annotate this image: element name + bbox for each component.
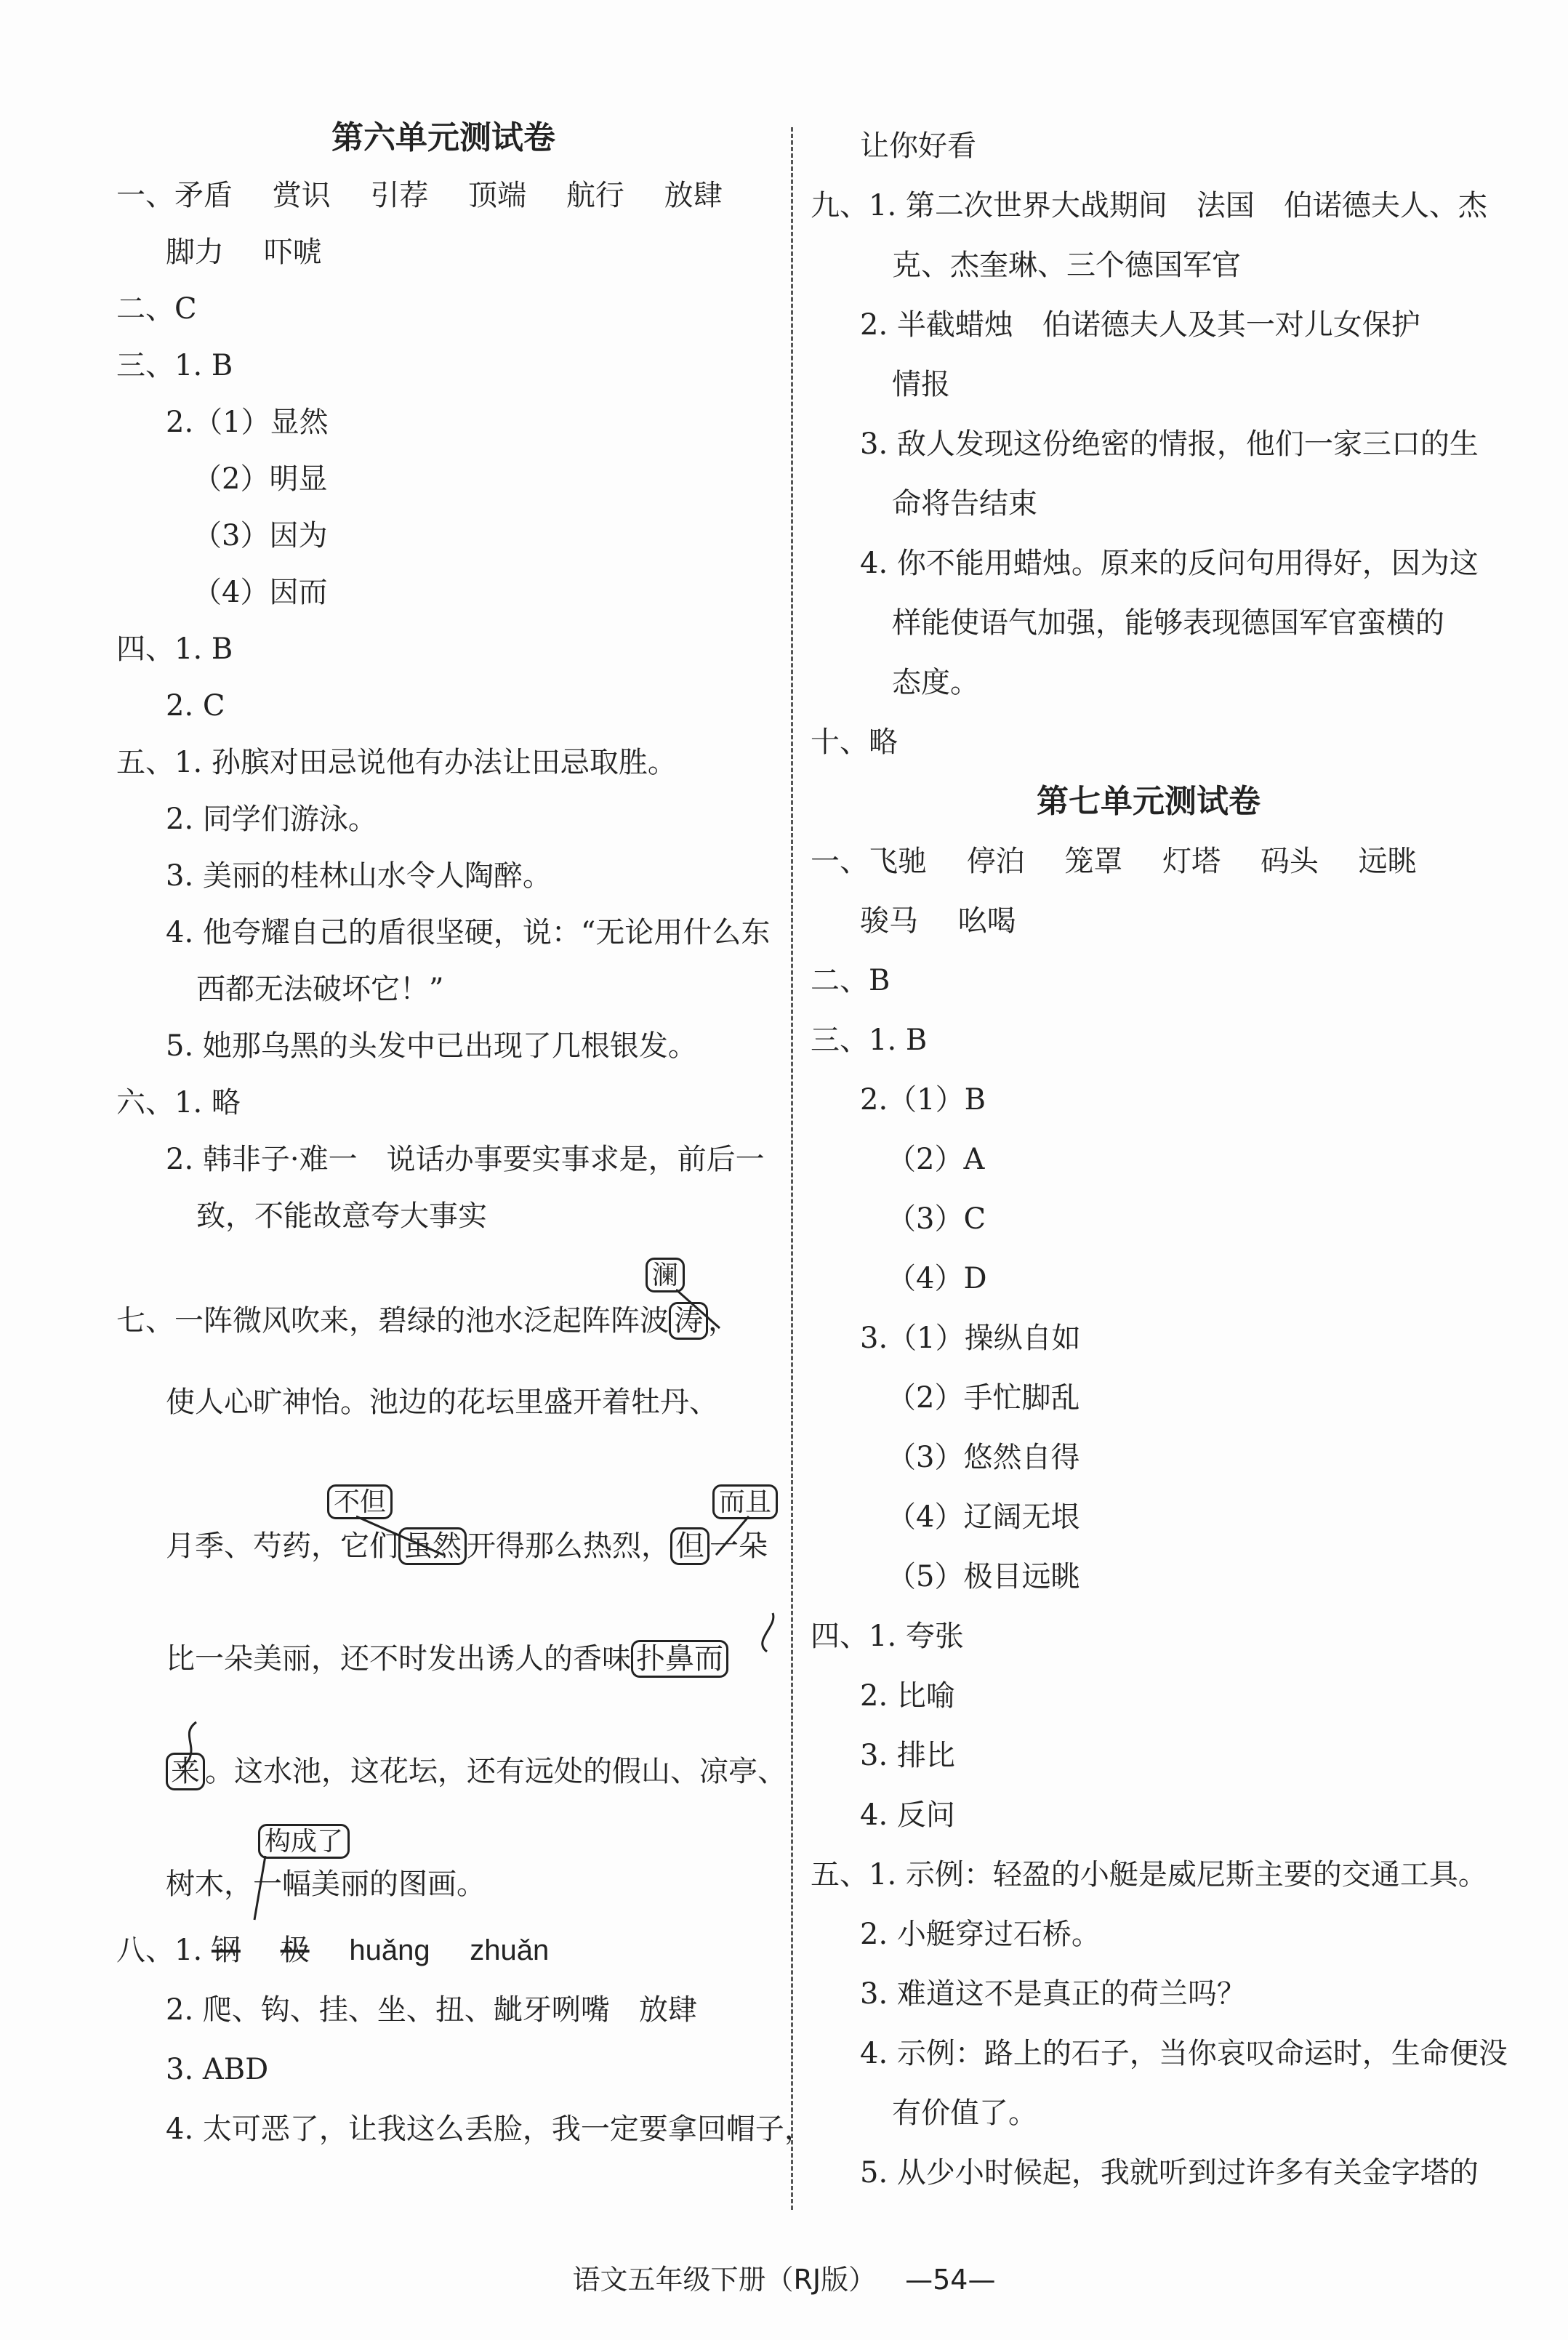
corrected-word: 扑鼻而 xyxy=(631,1640,728,1678)
answer-line: （3）因为 xyxy=(193,519,328,552)
correction-note: 构成了 xyxy=(258,1824,350,1859)
q7-line xyxy=(116,1245,771,1357)
answer-text: 一朵 xyxy=(709,1529,768,1563)
answer-line: 样能使语气加强，能够表现德国军官蛮横的 xyxy=(892,606,1444,640)
q7-line xyxy=(116,1808,771,1921)
answer-text: 灯塔 xyxy=(1162,845,1221,878)
answer-line: 九、1. 第二次世界大战期间 法国 伯诺德夫人、杰 xyxy=(811,189,1487,222)
answer-text: 笼罩 xyxy=(1064,845,1123,878)
answer-text: 极 xyxy=(280,1934,310,1967)
left-column xyxy=(116,109,813,2159)
corrected-word: 涛 xyxy=(669,1302,708,1340)
answer-text: 一、矛盾 xyxy=(116,179,233,212)
right-column xyxy=(811,116,1508,2203)
answer-line: 五、1. 示例：轻盈的小艇是威尼斯主要的交通工具。 xyxy=(811,1858,1487,1891)
answer-text: 八、1. xyxy=(116,1934,203,1967)
answer-line: （4）因而 xyxy=(193,576,328,609)
insert-mark xyxy=(247,1854,276,1927)
answer-line: 3. 难道这不是真正的荷兰吗？ xyxy=(860,1977,1246,2011)
answer-text: 吆喝 xyxy=(957,904,1016,938)
answer-line: 六、1. 略 xyxy=(116,1086,241,1119)
answer-line: 3. 美丽的桂林山水令人陶醉。 xyxy=(166,859,552,893)
answer-line: 让你好看 xyxy=(860,129,976,163)
answer-line: （5）极目远眺 xyxy=(887,1560,1080,1593)
q7-line: 使人心旷神怡。池边的花坛里盛开着牡丹、 xyxy=(166,1386,718,1419)
answer-line: （2）明显 xyxy=(193,462,328,496)
delete-mark xyxy=(174,1721,211,1772)
answer-line: （3）悠然自得 xyxy=(887,1441,1080,1474)
answer-line: 3.（1）操纵自如 xyxy=(860,1322,1081,1355)
answer-text: 。这水池，这花坛，还有远处的假山、凉亭、 xyxy=(205,1755,787,1788)
answer-line: 2. C xyxy=(166,689,225,723)
answer-line: 2. 半截蜡烛 伯诺德夫人及其一对儿女保护 xyxy=(860,308,1420,342)
answer-line: 西都无法破坏它！” xyxy=(196,973,444,1006)
answer-line: 3. 敌人发现这份绝密的情报，他们一家三口的生 xyxy=(860,427,1479,461)
answer-line: 情报 xyxy=(892,368,950,401)
answer-line: 5. 她那乌黑的头发中已出现了几根银发。 xyxy=(166,1029,697,1063)
answer-line xyxy=(811,891,1487,951)
answer-text: 停泊 xyxy=(966,845,1025,878)
page-footer xyxy=(0,2257,1568,2297)
answer-line: 四、1. B xyxy=(116,632,233,666)
answer-text: 开得那么热烈， xyxy=(467,1529,670,1563)
correction-note: 而且 xyxy=(712,1484,778,1519)
answer-line: 4. 他夸耀自己的盾很坚硬，说：“无论用什么东 xyxy=(166,916,771,949)
answer-line xyxy=(116,167,771,224)
answer-line: 4. 示例：路上的石子，当你哀叹命运时，生命便没 xyxy=(860,2037,1508,2070)
answer-line: 2. 爬、钩、挂、坐、扭、龇牙咧嘴 放肆 xyxy=(166,1993,697,2027)
answer-text: 七、一阵微风吹来，碧绿的池水泛起阵阵波 xyxy=(116,1304,669,1338)
corrected-word: 但 xyxy=(670,1527,709,1565)
answer-line: 有价值了。 xyxy=(892,2096,1037,2130)
pinyin-text: zhuǎn xyxy=(470,1934,550,1966)
answer-line: 3. 排比 xyxy=(860,1739,955,1772)
answer-line: 4. 你不能用蜡烛。原来的反问句用得好，因为这 xyxy=(860,547,1479,580)
answer-line: 十、略 xyxy=(811,725,898,759)
correction-line xyxy=(356,1515,451,1559)
unit6-title: 第六单元测试卷 xyxy=(331,119,555,156)
answer-line: 2. 同学们游泳。 xyxy=(166,803,377,836)
q7-line xyxy=(116,1470,771,1583)
answer-text: 一、飞驰 xyxy=(811,845,927,878)
answer-text: 骏马 xyxy=(860,904,918,938)
page-number: —54— xyxy=(905,2264,996,2296)
answer-line: 4. 反问 xyxy=(860,1798,955,1832)
answer-line xyxy=(116,1921,771,1980)
answer-line: 命将告结束 xyxy=(892,487,1037,520)
answer-line: 二、C xyxy=(116,292,197,326)
answer-text: 顶端 xyxy=(468,179,527,212)
answer-line: 四、1. 夸张 xyxy=(811,1620,964,1653)
column-divider xyxy=(791,127,793,2210)
answer-line: 克、杰奎琳、三个德国军官 xyxy=(892,249,1241,282)
answer-line: 三、1. B xyxy=(811,1024,928,1057)
answer-text: 引荐 xyxy=(370,179,429,212)
answer-line xyxy=(116,224,771,281)
answer-line: 三、1. B xyxy=(116,349,233,382)
answer-line: （2）手忙脚乱 xyxy=(887,1381,1080,1415)
answer-line: 3. ABD xyxy=(166,2053,269,2086)
answer-line: 五、1. 孙膑对田忌说他有办法让田忌取胜。 xyxy=(116,746,677,779)
answer-text: ， xyxy=(708,1304,737,1338)
book-title: 语文五年级下册（RJ版） xyxy=(572,2264,877,2296)
answer-text: 树木，一幅美丽的图画。 xyxy=(166,1867,486,1901)
answer-line: 二、B xyxy=(811,964,890,997)
q7-line xyxy=(116,1583,771,1695)
answer-line: 2.（1）B xyxy=(860,1083,986,1117)
answer-line: （3）C xyxy=(887,1202,986,1236)
answer-text: 航行 xyxy=(566,179,624,212)
answer-text: 比一朵美丽，还不时发出诱人的香味 xyxy=(166,1642,631,1676)
answer-line: 2.（1）显然 xyxy=(166,406,329,439)
answer-text: 月季、芍药，它们 xyxy=(166,1529,398,1563)
answer-line: 4. 太可恶了，让我这么丢脸，我一定要拿回帽子， xyxy=(166,2112,813,2146)
corrected-word: 来 xyxy=(166,1753,205,1790)
correction-note: 不但 xyxy=(327,1484,393,1519)
answer-text: 钢 xyxy=(211,1934,241,1967)
answer-text: 吓唬 xyxy=(263,236,322,269)
unit7-title: 第七单元测试卷 xyxy=(1037,783,1261,820)
delete-mark xyxy=(752,1612,781,1655)
correction-note: 澜 xyxy=(646,1258,685,1292)
answer-line: 态度。 xyxy=(892,666,979,699)
q7-line xyxy=(116,1695,787,1808)
answer-text: 码头 xyxy=(1260,845,1319,878)
corrected-word: 虽然 xyxy=(398,1527,467,1565)
answer-line: （4）辽阔无垠 xyxy=(887,1500,1080,1534)
answer-line: 致，不能故意夸大事实 xyxy=(196,1199,487,1233)
answer-text: 放肆 xyxy=(664,179,723,212)
answer-line: 2. 韩非子·难一 说话办事要实事求是，前后一 xyxy=(166,1143,765,1176)
correction-line xyxy=(676,1288,727,1332)
answer-text: 脚力 xyxy=(166,236,224,269)
answer-line: 2. 小艇穿过石桥。 xyxy=(860,1918,1101,1951)
answer-line: 5. 从少小时候起，我就听到过许多有关金字塔的 xyxy=(860,2156,1479,2190)
answer-text: 赏识 xyxy=(272,179,331,212)
answer-line: 2. 比喻 xyxy=(860,1679,955,1713)
pinyin-text: huǎng xyxy=(349,1934,430,1966)
answer-line: （2）A xyxy=(887,1143,985,1176)
answer-line: （4）D xyxy=(887,1262,987,1295)
answer-line xyxy=(811,832,1487,891)
answer-text: 远眺 xyxy=(1358,845,1417,878)
correction-line xyxy=(712,1515,756,1559)
